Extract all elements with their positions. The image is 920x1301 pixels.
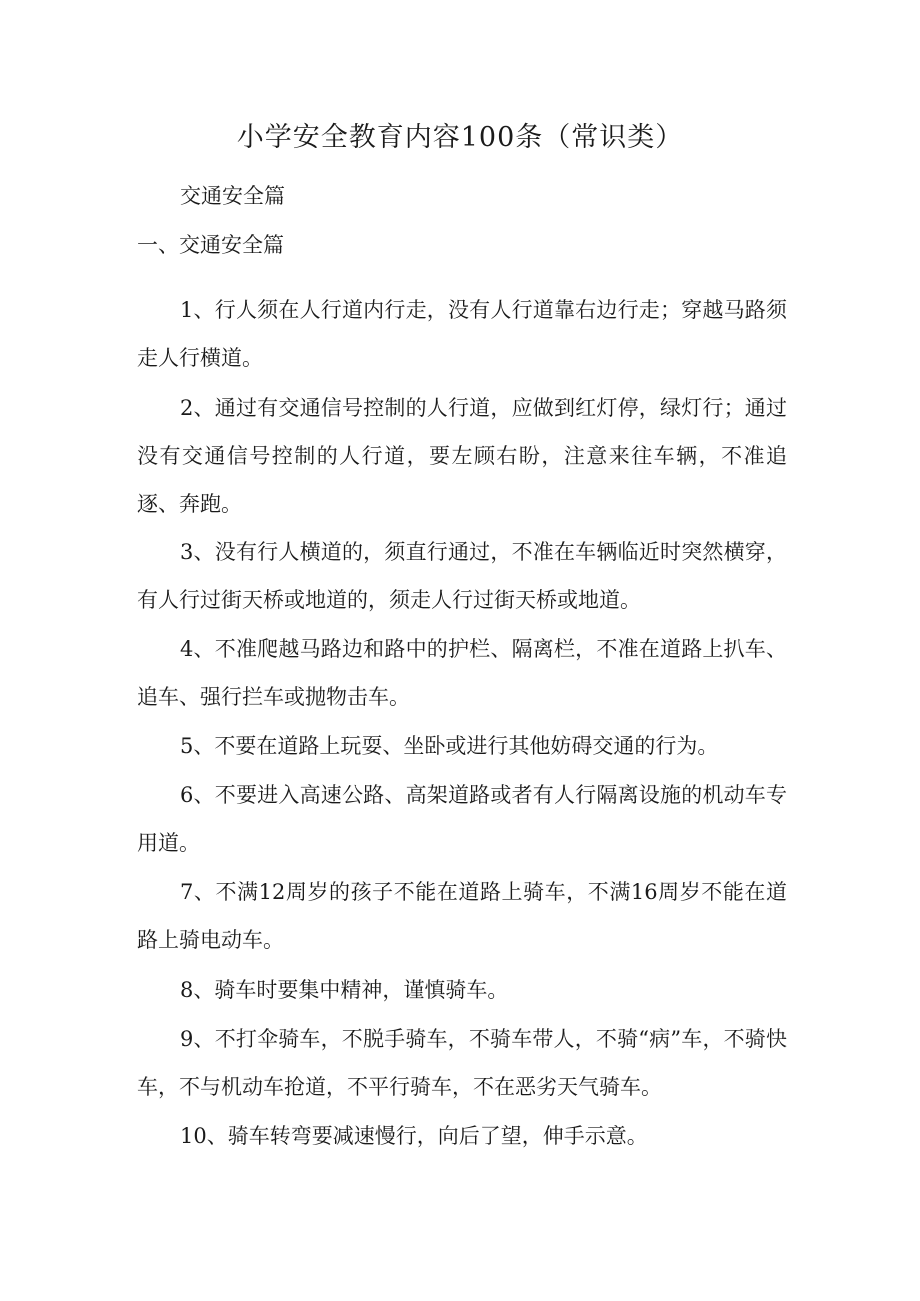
rule-item-2: 2、通过有交通信号控制的人行道，应做到红灯停，绿灯行；通过没有交通信号控制的人行道，要左顾右盼，注意来往车辆，不准追逐、奔跑。 xyxy=(137,396,787,516)
rule-item-4: 4、不准爬越马路边和路中的护栏、隔离栏，不准在道路上扒车、追车、强行拦车或抛物击车。 xyxy=(137,637,787,709)
rule-item-1: 1、行人须在人行道内行走，没有人行道靠右边行走；穿越马路须走人行横道。 xyxy=(137,298,787,370)
rule-item-9: 9、不打伞骑车，不脱手骑车，不骑车带人，不骑“病”车，不骑快车，不与机动车抢道，不平行骑车，不在恶劣天气骑车。 xyxy=(137,1027,787,1099)
section-subhead: 交通安全篇 xyxy=(180,184,285,208)
rule-item-6: 6、不要进入高速公路、高架道路或者有人行隔离设施的机动车专用道。 xyxy=(137,783,787,855)
rule-item-10: 10、骑车转弯要减速慢行，向后了望，伸手示意。 xyxy=(180,1124,648,1148)
rule-item-7: 7、不满12周岁的孩子不能在道路上骑车，不满16周岁不能在道路上骑电动车。 xyxy=(137,880,787,952)
rule-item-5: 5、不要在道路上玩耍、坐卧或进行其他妨碍交通的行为。 xyxy=(180,734,719,758)
section-heading: 一、交通安全篇 xyxy=(137,233,284,257)
rule-item-8: 8、骑车时要集中精神，谨慎骑车。 xyxy=(180,978,509,1002)
document-title: 小学安全教育内容100条（常识类） xyxy=(236,122,684,153)
rule-item-3: 3、没有行人横道的，须直行通过，不准在车辆临近时突然横穿，有人行过街天桥或地道的，须走人行过街天桥或地道。 xyxy=(137,540,787,612)
